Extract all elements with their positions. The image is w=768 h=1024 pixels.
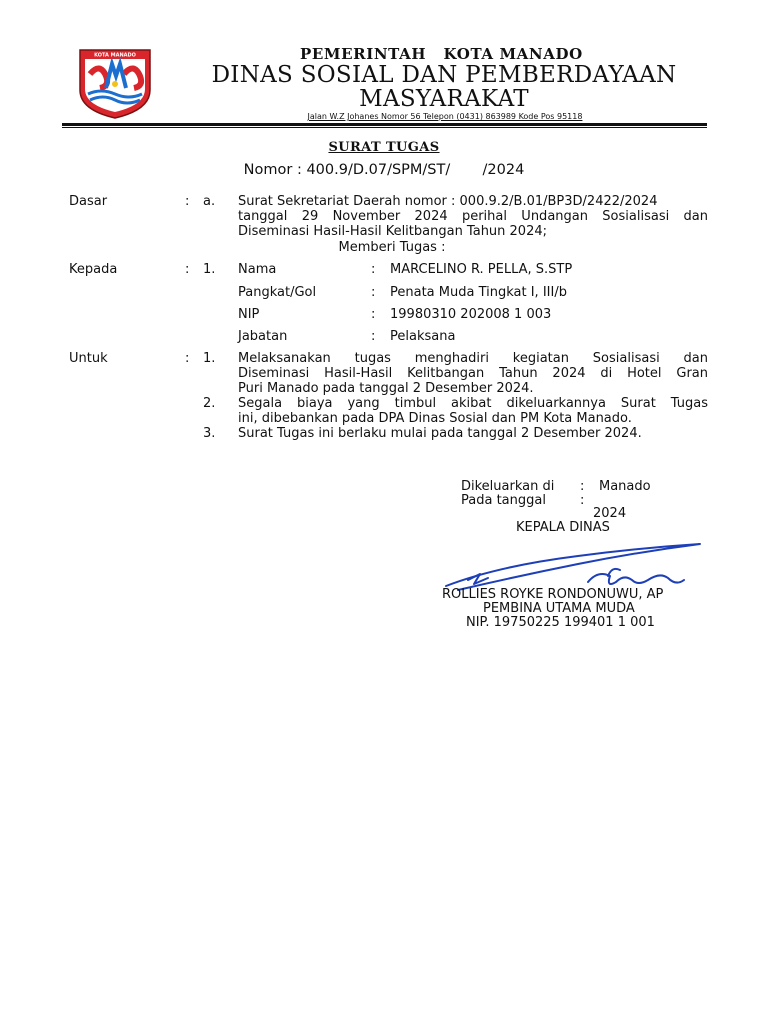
dasar-line: Diseminasi Hasil-Hasil Kelitbangan Tahun 2024; (238, 224, 548, 239)
document-title: SURAT TUGAS (328, 140, 440, 155)
agency-name-line2: MASYARAKAT (359, 86, 529, 112)
untuk-label: Untuk (69, 351, 108, 366)
issued-place-colon: : (580, 479, 585, 494)
city-crest-icon (76, 44, 154, 120)
field-colon: : (371, 285, 376, 300)
untuk-item-number: 1. (203, 351, 216, 366)
untuk-item-line: Surat Tugas ini berlaku mulai pada tanggal 2 Desember 2024. (238, 426, 642, 441)
untuk-item-number: 3. (203, 426, 216, 441)
field-value-pangkat: Penata Muda Tingkat I, III/b (390, 285, 567, 300)
letterhead-rule-thin (62, 127, 707, 128)
signer-position: KEPALA DINAS (516, 520, 610, 535)
dasar-colon: : (185, 194, 190, 209)
untuk-item-line: ini, dibebankan pada DPA Dinas Sosial dan PM Kota Manado. (238, 411, 632, 426)
untuk-item-line: Segala biaya yang timbul akibat dikeluarkannya Surat Tugas (238, 396, 708, 411)
issued-place-value: Manado (599, 479, 651, 494)
agency-name-line1: DINAS SOSIAL DAN PEMBERDAYAAN (211, 62, 677, 88)
untuk-item-number: 2. (203, 396, 216, 411)
kepada-colon: : (185, 262, 190, 277)
field-colon: : (371, 329, 376, 344)
letterhead-rule-thick (62, 123, 707, 126)
field-value-nama: MARCELINO R. PELLA, S.STP (390, 262, 573, 277)
assignment-intro: Memberi Tugas : (338, 240, 446, 255)
signer-rank: PEMBINA UTAMA MUDA (483, 601, 635, 616)
signer-name: ROLLIES ROYKE RONDONUWU, AP (442, 587, 664, 602)
kepada-number: 1. (203, 262, 216, 277)
kepada-label: Kepada (69, 262, 118, 277)
field-label-nip: NIP (238, 307, 260, 322)
untuk-item-line: Melaksanakan tugas menghadiri kegiatan Sosialisasi dan (238, 351, 708, 366)
crest-caption: KOTA MANADO (94, 52, 136, 59)
agency-address: Jalan W.Z Johanes Nomor 56 Telepon (0431) 863989 Kode Pos 95118 (307, 112, 583, 121)
dasar-line: Surat Sekretariat Daerah nomor : 000.9.2/B.01/BP3D/2422/2024 (238, 194, 658, 209)
field-label-nama: Nama (238, 262, 277, 277)
field-label-jabatan: Jabatan (238, 329, 288, 344)
dasar-line: tanggal 29 November 2024 perihal Undangan Sosialisasi dan (238, 209, 708, 224)
field-colon: : (371, 262, 376, 277)
untuk-item-line: Puri Manado pada tanggal 2 Desember 2024. (238, 381, 534, 396)
issued-date-value: 2024 (593, 506, 627, 521)
government-name: PEMERINTAH KOTA MANADO (300, 45, 583, 63)
dasar-label: Dasar (69, 194, 108, 209)
untuk-colon: : (185, 351, 190, 366)
issued-date-colon: : (580, 493, 585, 508)
field-value-nip: 19980310 202008 1 003 (390, 307, 552, 322)
field-colon: : (371, 307, 376, 322)
field-label-pangkat: Pangkat/Gol (238, 285, 317, 300)
signer-nip: NIP. 19750225 199401 1 001 (466, 615, 655, 630)
issued-date-label: Pada tanggal (461, 493, 546, 508)
document-number: Nomor : 400.9/D.07/SPM/ST/ /2024 (243, 162, 525, 178)
issued-place-label: Dikeluarkan di (461, 479, 555, 494)
untuk-item-line: Diseminasi Hasil-Hasil Kelitbangan Tahun 2024 di Hotel Gran (238, 366, 708, 381)
field-value-jabatan: Pelaksana (390, 329, 456, 344)
dasar-number: a. (203, 194, 216, 209)
